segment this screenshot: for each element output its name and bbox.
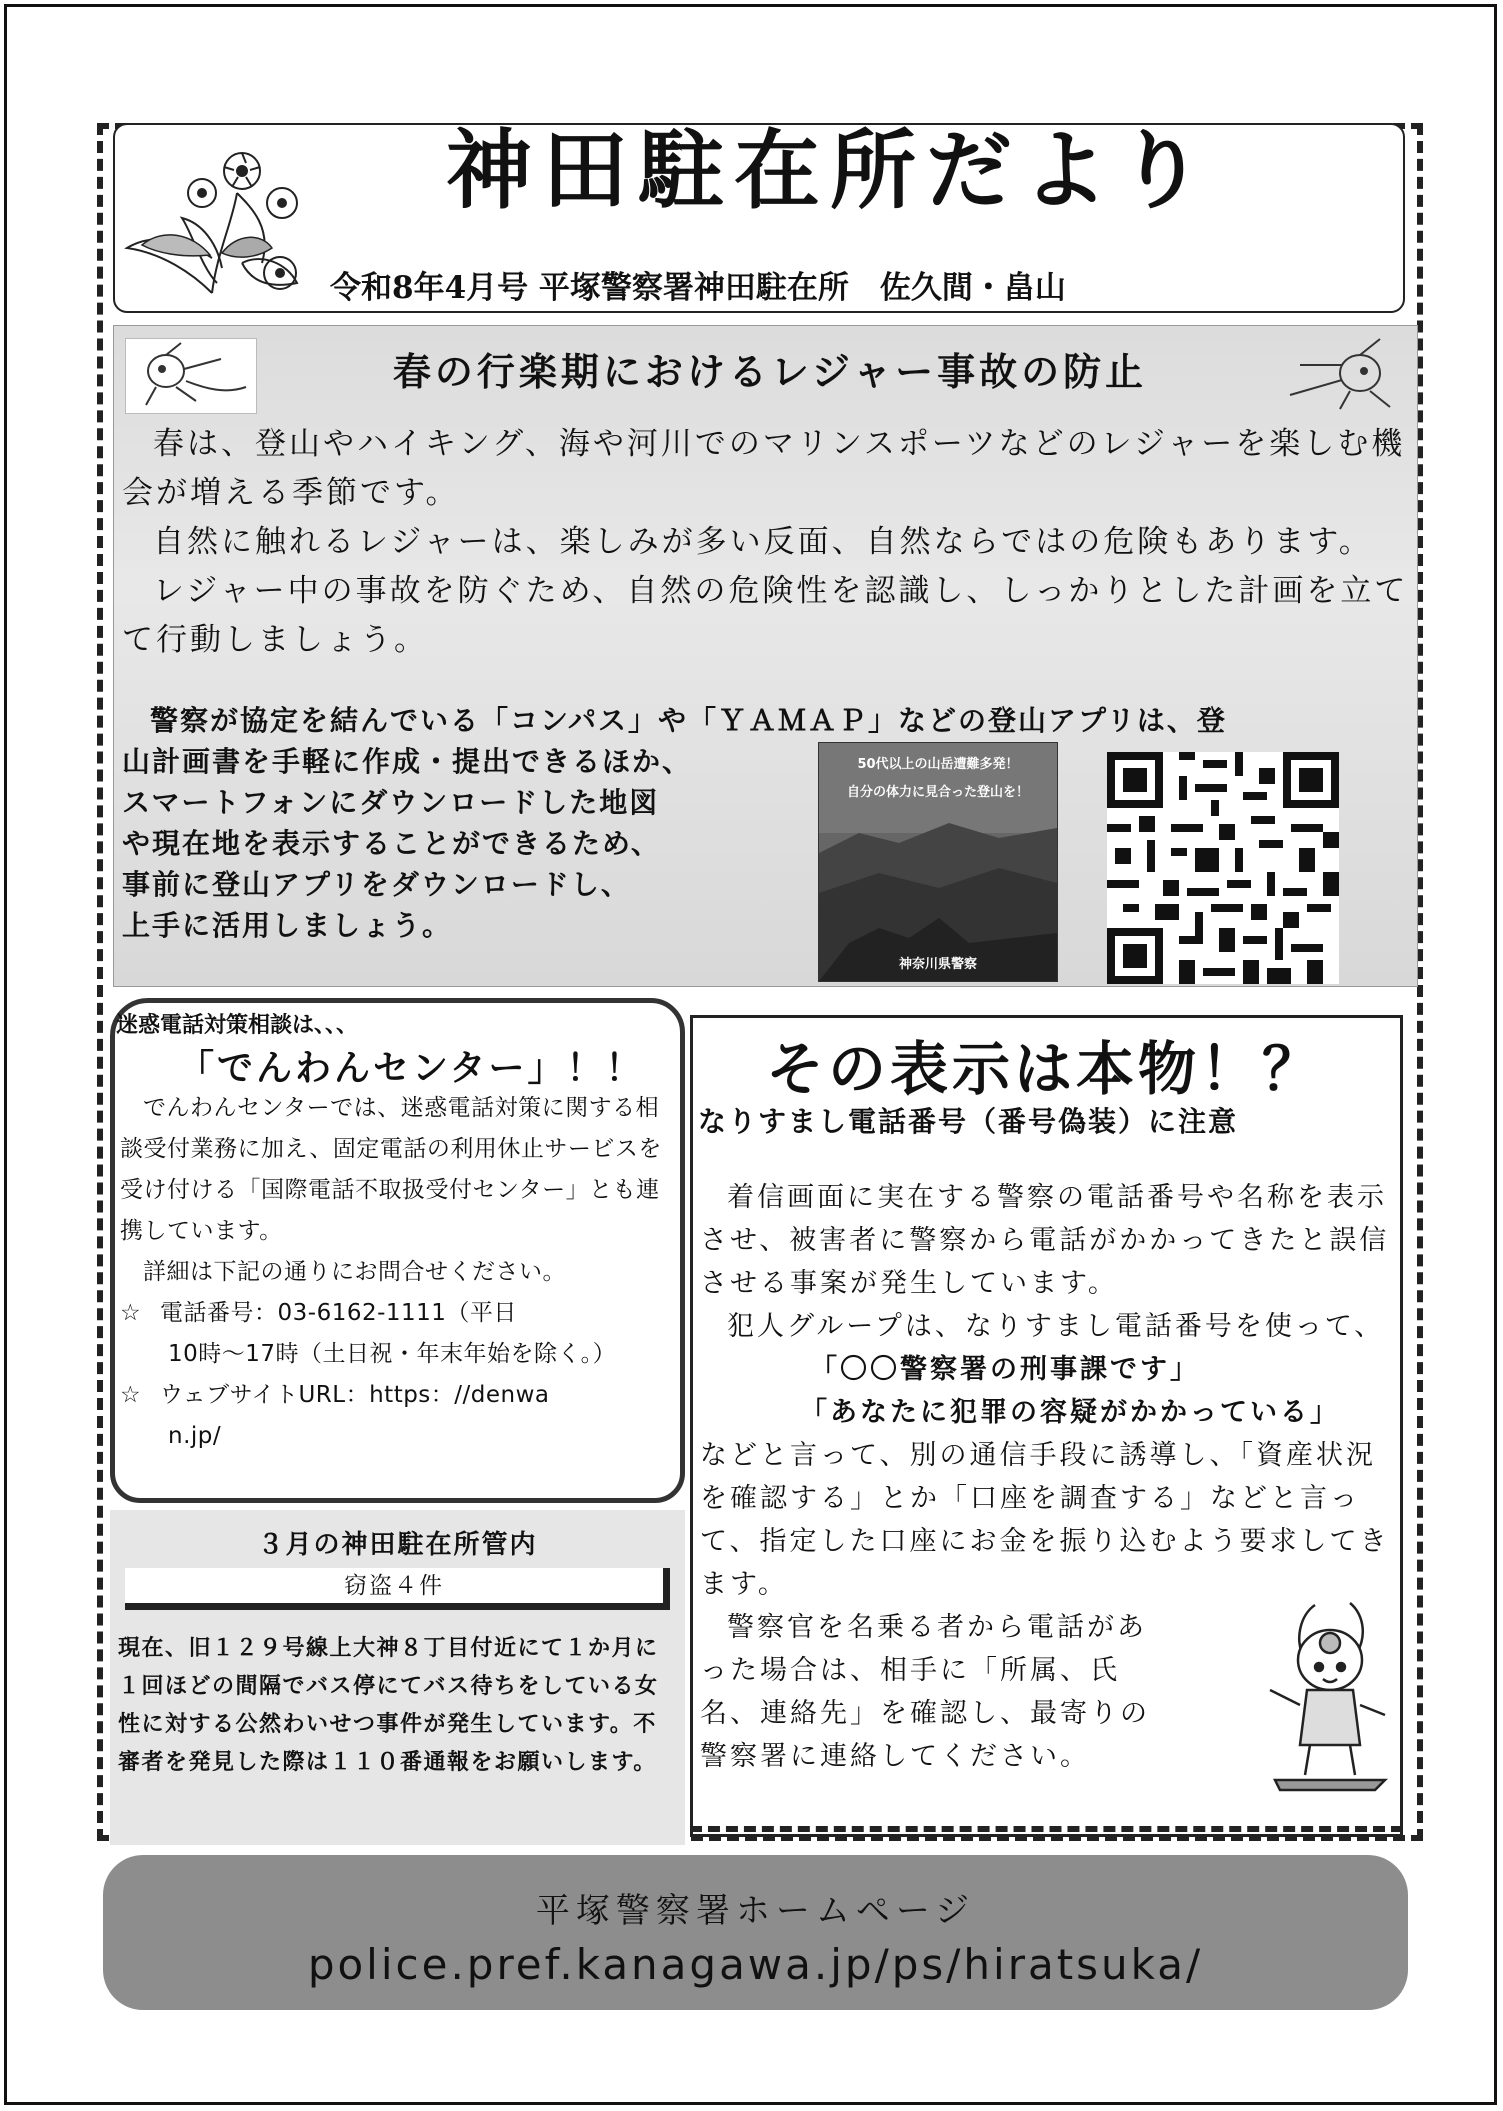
fake-paragraph: 着信画面に実在する警察の電話番号や名称を表示させ、被害者に警察から電話がかかってきたと誤信させる事案が発生しています。 xyxy=(700,1182,1390,1299)
footer-label: 平塚警察署ホームページ xyxy=(535,1891,976,1931)
app-notice-line: 山計画書を手軽に作成・提出できるほか、 xyxy=(122,745,693,778)
app-notice-line: 上手に活用しましょう。 xyxy=(122,909,453,942)
spring-body xyxy=(122,420,1412,665)
spring-paragraph: 自然に触れるレジャーは、楽しみが多い反面、自然ならではの危険もあります。 xyxy=(153,524,1373,560)
fake-paragraph: 警察官を名乗る者から電話があった場合は、相手に「所属、氏名、連絡先」を確認し、最寄りの警察署に連絡してください。 xyxy=(700,1612,1150,1772)
denwan-inquiry: 詳細は下記の通りにお問合せください。 xyxy=(143,1259,566,1285)
denwan-title: 「でんわんセンター」！！ xyxy=(178,1048,645,1089)
poster-footer: 神奈川県警察 xyxy=(898,957,977,972)
denwan-web xyxy=(120,1375,675,1416)
app-notice-line: 事前に登山アプリをダウンロードし、 xyxy=(122,868,631,901)
mascot-left-icon xyxy=(125,338,257,414)
quote-line: 「〇〇警察署の刑事課です」 xyxy=(810,1354,1200,1385)
spring-paragraph: 春は、登山やハイキング、海や河川でのマリンスポーツなどのレジャーを楽しむ機会が増える季節です。 xyxy=(122,426,1406,511)
newsletter-title: 神田駐在所だより xyxy=(446,120,1214,221)
spring-paragraph: レジャー中の事故を防ぐため、自然の危険性を認識し、しっかりとした計画を立てて行動しましょう。 xyxy=(122,573,1409,658)
flower-illustration xyxy=(122,133,322,303)
spring-title: 春の行楽期におけるレジャー事故の防止 xyxy=(392,350,1148,394)
police-mascot xyxy=(1255,1595,1395,1795)
star-bullet-icon: ☆ xyxy=(120,1300,142,1326)
mascot-right-icon xyxy=(1280,335,1410,415)
fake-paragraph: 犯人グループは、なりすまし電話番号を使って、 xyxy=(727,1311,1385,1342)
poster-headline: 50代以上の山岳遭難多発！ xyxy=(857,757,1019,772)
issue-line: 令和8年4月号 平塚警察署神田駐在所 佐久間・畠山 xyxy=(330,270,1066,306)
denwan-heading: 迷惑電話対策相談は、、、 xyxy=(116,1013,359,1038)
quote-line: 「あなたに犯罪の容疑がかかっている」 xyxy=(800,1397,1340,1428)
mountain-photo xyxy=(819,743,1057,981)
fake-number-title: その表示は本物！？ xyxy=(765,1035,1324,1103)
crime-body: 現在、旧１２９号線上大神８丁目付近にて１か月に１回ほどの間隔でバス停にてバス待ちをしている女性に対する公然わいせつ事件が発生しています。不審者を発見した際は１１０番通報をお願いします。 xyxy=(118,1636,659,1775)
denwan-body xyxy=(120,1088,675,1457)
denwan-description: でんわんセンターでは、迷惑電話対策に関する相談受付業務に加え、固定電話の利用休止サービスを受け付ける「国際電話不取扱受付センター」とも連携しています。 xyxy=(120,1095,662,1244)
website-url-cont[interactable]: n.jp/ xyxy=(168,1423,222,1449)
fake-number-subtitle: なりすまし電話番号（番号偽装）に注意 xyxy=(698,1105,1239,1138)
footer-url[interactable]: police.pref.kanagawa.jp/ps/hiratsuka/ xyxy=(307,1940,1204,1989)
phone-label: 電話番号：03-6162-1111（平日 xyxy=(160,1300,517,1326)
crime-count: 窃盗４件 xyxy=(125,1568,670,1610)
app-notice-line: スマートフォンにダウンロードした地図 xyxy=(122,786,660,819)
fake-box-dashed-bottom xyxy=(690,1826,1403,1832)
fake-paragraph: などと言って、別の通信手段に誘導し、「資産状況を確認する」とか「口座を調査する」などと言って、指定した口座にお金を振り込むよう要求してきます。 xyxy=(700,1440,1390,1600)
qr-code[interactable] xyxy=(1107,752,1339,984)
app-notice-line: 警察が協定を結んでいる「コンパス」や「ＹＡＭＡＰ」などの登山アプリは、登 xyxy=(150,704,1227,737)
denwan-phone xyxy=(120,1293,675,1334)
app-notice-line: や現在地を表示することができるため、 xyxy=(122,827,661,860)
crime-title: ３月の神田駐在所管内 xyxy=(257,1530,538,1560)
poster-subline: 自分の体力に見合った登山を！ xyxy=(846,785,1029,800)
mountain-poster xyxy=(818,742,1058,982)
phone-hours: 10時～17時（土日祝・年末年始を除く。） xyxy=(168,1341,617,1367)
website-label[interactable]: ウェブサイトURL：https：//denwa xyxy=(160,1382,550,1408)
star-bullet-icon: ☆ xyxy=(120,1382,142,1408)
